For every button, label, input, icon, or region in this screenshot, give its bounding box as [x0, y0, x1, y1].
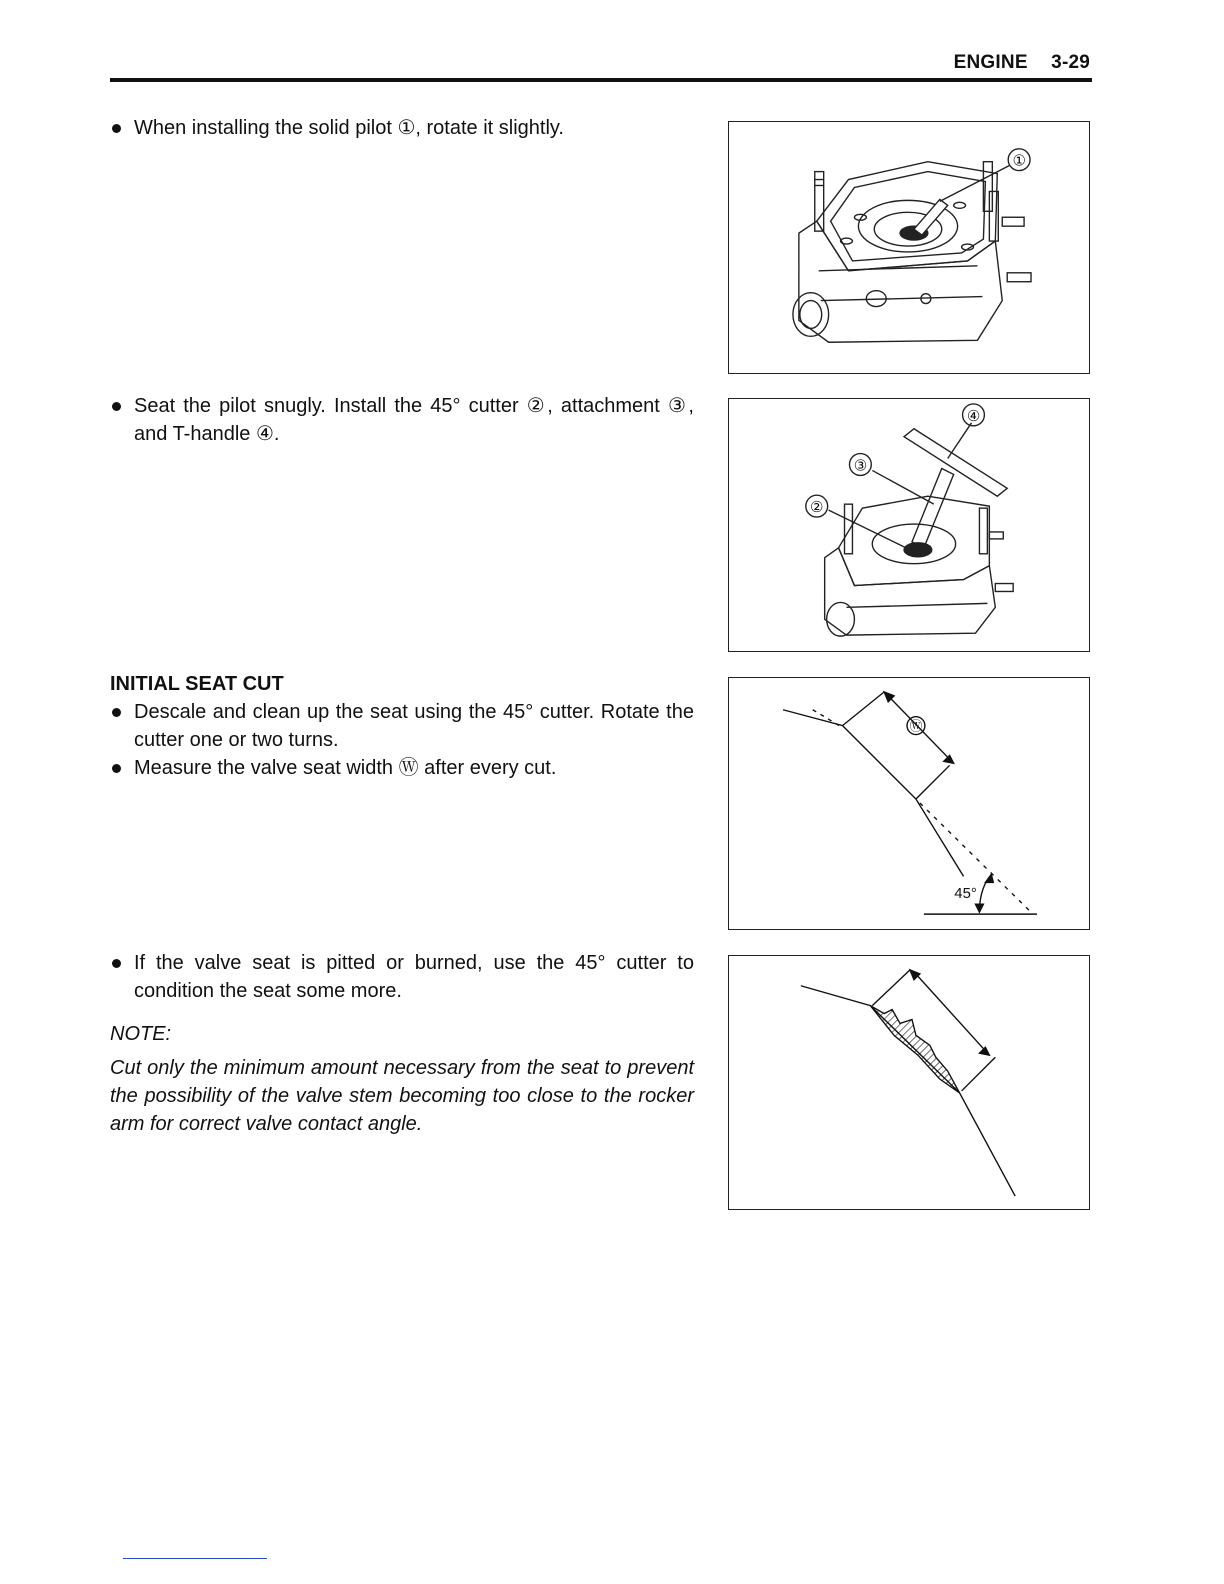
figure-solid-pilot [728, 121, 1090, 374]
initial-seat-cut-section [110, 670, 694, 782]
figure-seat-width [728, 677, 1090, 930]
callout-2: ② [810, 500, 824, 517]
section-title: ENGINE [953, 52, 1028, 73]
bullet-text: If the valve seat is pitted or burned, use the 45° cutter to condition the seat some more. [110, 949, 694, 1005]
seat-width-diagram [729, 678, 1089, 929]
note-body: Cut only the minimum amount necessary from the seat to prevent the possibility of the valve stem becoming too close to the rocker arm for correct valve contact angle. [110, 1057, 694, 1135]
bullet-measure-width: Measure the valve seat width Ⓦ after every cut. [110, 754, 694, 782]
step-install-pilot [110, 114, 694, 142]
section-heading: INITIAL SEAT CUT [110, 673, 284, 695]
bullet-text: When installing the solid pilot ①, rotate it slightly. [110, 114, 694, 142]
bullet-descale: Descale and clean up the seat using the 45° cutter. Rotate the cutter one or two turns. [110, 698, 694, 754]
note-block [110, 1020, 694, 1138]
cylinder-head-pilot-illustration [729, 122, 1089, 373]
callout-3: ③ [853, 458, 868, 475]
angle-label: 45° [954, 886, 977, 903]
bullet-text: Seat the pilot snugly. Install the 45° cutter ②, attachment ③, and T-handle ④. [110, 392, 694, 448]
step-install-cutter [110, 392, 694, 448]
note-title: NOTE: [110, 1023, 172, 1045]
width-label: Ⓦ [909, 718, 923, 734]
figure-pitted-seat [728, 955, 1090, 1210]
page-number: 3-29 [1051, 52, 1090, 73]
callout-4: ④ [966, 408, 981, 425]
pitted-seat-diagram [729, 956, 1089, 1209]
page-header [110, 52, 1092, 82]
step-condition-seat [110, 949, 694, 1005]
cutter-t-handle-illustration [729, 399, 1089, 651]
figure-cutter-assembly [728, 398, 1090, 652]
callout-1: ① [1012, 153, 1026, 170]
footer-rule [123, 1558, 267, 1559]
